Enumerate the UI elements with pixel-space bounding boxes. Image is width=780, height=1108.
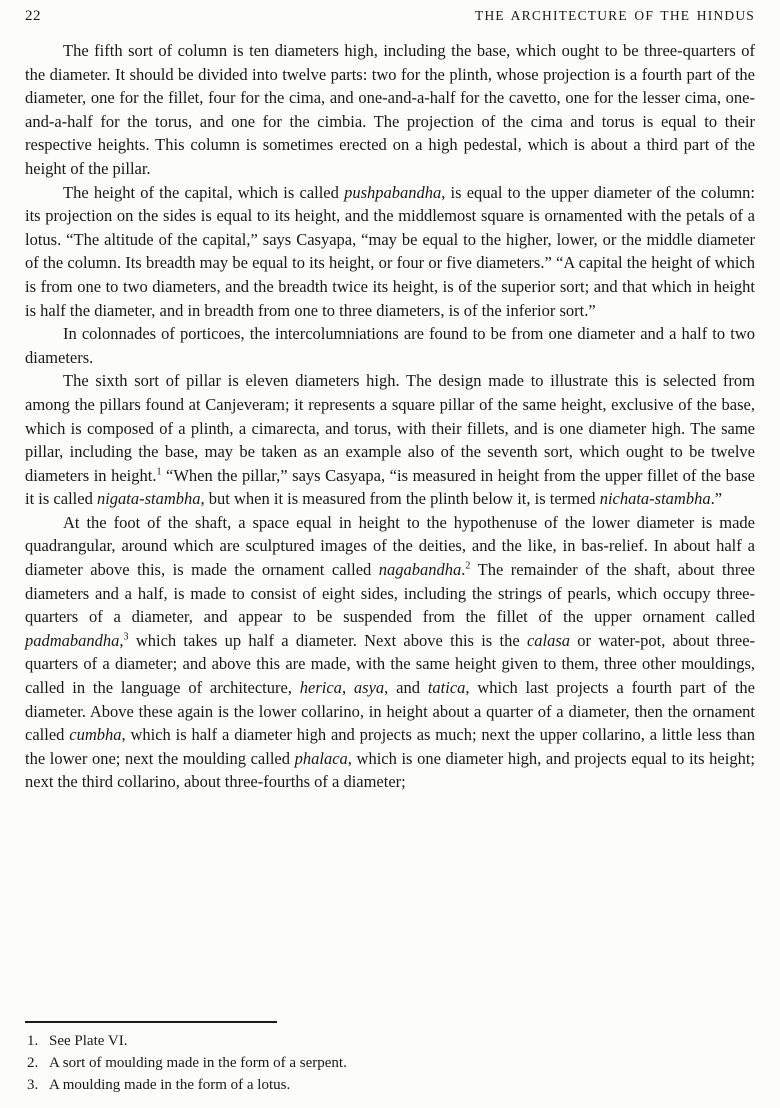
- footnote-item: [25, 1074, 755, 1096]
- footnote-text: See Plate VI.: [49, 1033, 128, 1049]
- footnote-number: 1.: [27, 1033, 39, 1049]
- paragraph: The height of the capital, which is called pushpabandha, is equal to the upper diameter of the column: its projection on the sides is equal to its height, and the middlemost square is ornamented with the petals of a lotus. “The altitude of the capital,” says Casyapa, “may be equal to the higher, lower, or the middle diameter of the column. Its breadth may be equal to its height, or four or five diameters.” “A capital the height of which is from one to two diameters, and the breadth twice its height, is of the superior sort; and that which in height is half the diameter, and in breadth from one to three diameters, is of the inferior sort.”: [25, 182, 755, 320]
- footnote-number: 2.: [27, 1055, 39, 1071]
- paragraph: At the foot of the shaft, a space equal in height to the hypothenuse of the lower diameter is made quadrangular, around which are sculptured images of the deities, and the like, in bas-relief. In about half a diameter above this, is made the ornament called nagabandha.$^2$ The remainder of the shaft, about three diameters and a half, is made to consist of eight sides, including the strings of pearls, which occupy three-quarters of a diameter, and appear to be suspended from the fillet of the upper ornament called padmabandha,$^3$ which takes up half a diameter. Next above this is the calasa or water-pot, about three-quarters of a diameter; and above this are made, with the same height given to them, three other mouldings, called in the language of architecture, herica, asya, and tatica, which last projects a fourth part of the diameter. Above these again is the lower collarino, in height about a quarter of a diameter, then the ornament called cumbha, which is half a diameter high and projects as much; next the upper collarino, a little less than the lower one; next the moulding called phalaca, which is one diameter high, and projects equal to its height; next the third collarino, about three-fourths of a diameter;: [25, 512, 756, 792]
- running-title: THE ARCHITECTURE OF THE HINDUS: [475, 8, 755, 23]
- footnote-number: 3.: [27, 1077, 39, 1093]
- page-number: 22: [25, 8, 41, 24]
- footnote-area: [25, 1021, 755, 1096]
- paragraph: The fifth sort of column is ten diameters high, including the base, which ought to be three-quarters of the diameter. It should be divided into twelve parts: two for the plinth, whose projection is a fourth part of the diameter, one for the fillet, four for the cima, and one-and-a-half for the cavetto, one for the lesser cima, one-and-a-half for the torus, and one for the cimbia. The projection of the cima and torus is equal to their respective heights. This column is sometimes erected on a high pedestal, which is about a third part of the height of the pillar.: [25, 41, 755, 178]
- footnote-item: [25, 1052, 755, 1074]
- paragraph: The sixth sort of pillar is eleven diameters high. The design made to illustrate this is selected from among the pillars found at Canjeveram; it represents a square pillar of the same height, exclusive of the base, which is composed of a plinth, a cimarecta, and torus, with their fillets, and is one diameter high. The same pillar, including the base, may be taken as an example also of the seventh sort, which ought to be twelve diameters in height.$^1$ “When the pillar,” says Casyapa, “is measured in height from the upper fillet of the base it is called nigata-stambha, but when it is measured from the plinth below it, is termed nichata-stambha.”: [25, 371, 755, 509]
- page-header: [25, 8, 755, 25]
- footnote-text: A sort of moulding made in the form of a serpent.: [49, 1055, 347, 1071]
- footnote-item: [25, 1030, 755, 1052]
- footnote-text: A moulding made in the form of a lotus.: [49, 1077, 291, 1093]
- page-body: [25, 39, 755, 794]
- footnote-separator: [25, 1021, 277, 1023]
- paragraph: In colonnades of porticoes, the intercolumniations are found to be from one diameter and a half to two diameters.: [25, 324, 755, 367]
